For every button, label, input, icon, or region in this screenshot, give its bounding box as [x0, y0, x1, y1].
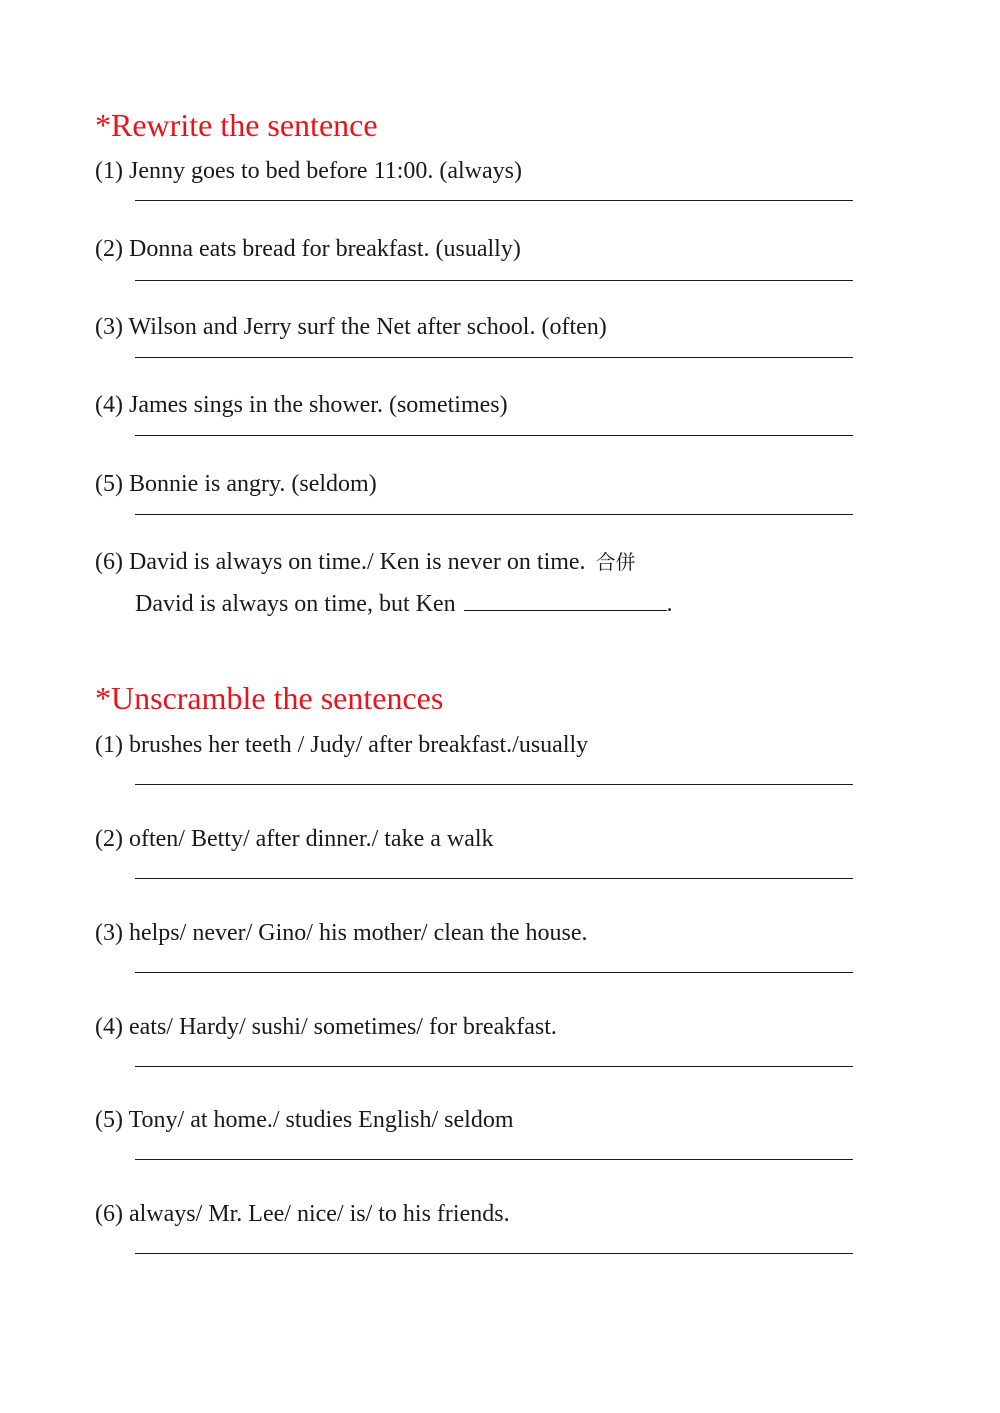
unscramble-question-2: (2) often/ Betty/ after dinner./ take a walk: [95, 826, 494, 852]
rewrite-question-2: (2) Donna eats bread for breakfast. (usually): [95, 236, 521, 262]
combine-note: 合併: [595, 550, 636, 574]
continuation-end: .: [666, 591, 673, 617]
section-heading-unscramble: *Unscramble the sentences: [95, 680, 444, 716]
inline-answer-blank[interactable]: [464, 610, 667, 611]
answer-line-rewrite-1[interactable]: [135, 200, 853, 201]
rewrite-question-3: (3) Wilson and Jerry surf the Net after school. (often): [95, 314, 607, 340]
answer-line-unscramble-5[interactable]: [135, 1159, 853, 1160]
unscramble-question-5: (5) Tony/ at home./ studies English/ seldom: [95, 1107, 514, 1133]
answer-line-unscramble-3[interactable]: [135, 972, 853, 973]
answer-line-unscramble-4[interactable]: [135, 1066, 853, 1067]
section-heading-rewrite: *Rewrite the sentence: [95, 107, 378, 143]
answer-line-unscramble-6[interactable]: [135, 1253, 853, 1254]
answer-line-rewrite-5[interactable]: [135, 514, 853, 515]
answer-line-rewrite-4[interactable]: [135, 435, 853, 436]
answer-line-rewrite-3[interactable]: [135, 357, 853, 358]
unscramble-question-1: (1) brushes her teeth / Judy/ after breakfast./usually: [95, 732, 589, 758]
unscramble-question-3: (3) helps/ never/ Gino/ his mother/ clean the house.: [95, 920, 588, 946]
answer-line-unscramble-2[interactable]: [135, 878, 853, 879]
unscramble-question-4: (4) eats/ Hardy/ sushi/ sometimes/ for breakfast.: [95, 1014, 557, 1040]
rewrite-question-4: (4) James sings in the shower. (sometimes): [95, 392, 508, 418]
rewrite-question-6-text: (6) David is always on time./ Ken is never on time.: [95, 549, 586, 575]
rewrite-question-6-continuation: [135, 589, 673, 619]
rewrite-question-1: (1) Jenny goes to bed before 11:00. (always): [95, 158, 522, 184]
rewrite-question-6: [95, 547, 636, 577]
answer-line-unscramble-1[interactable]: [135, 784, 853, 785]
unscramble-question-6: (6) always/ Mr. Lee/ nice/ is/ to his friends.: [95, 1201, 510, 1227]
answer-line-rewrite-2[interactable]: [135, 280, 853, 281]
continuation-text: David is always on time, but Ken: [135, 591, 456, 617]
rewrite-question-5: (5) Bonnie is angry. (seldom): [95, 471, 377, 497]
